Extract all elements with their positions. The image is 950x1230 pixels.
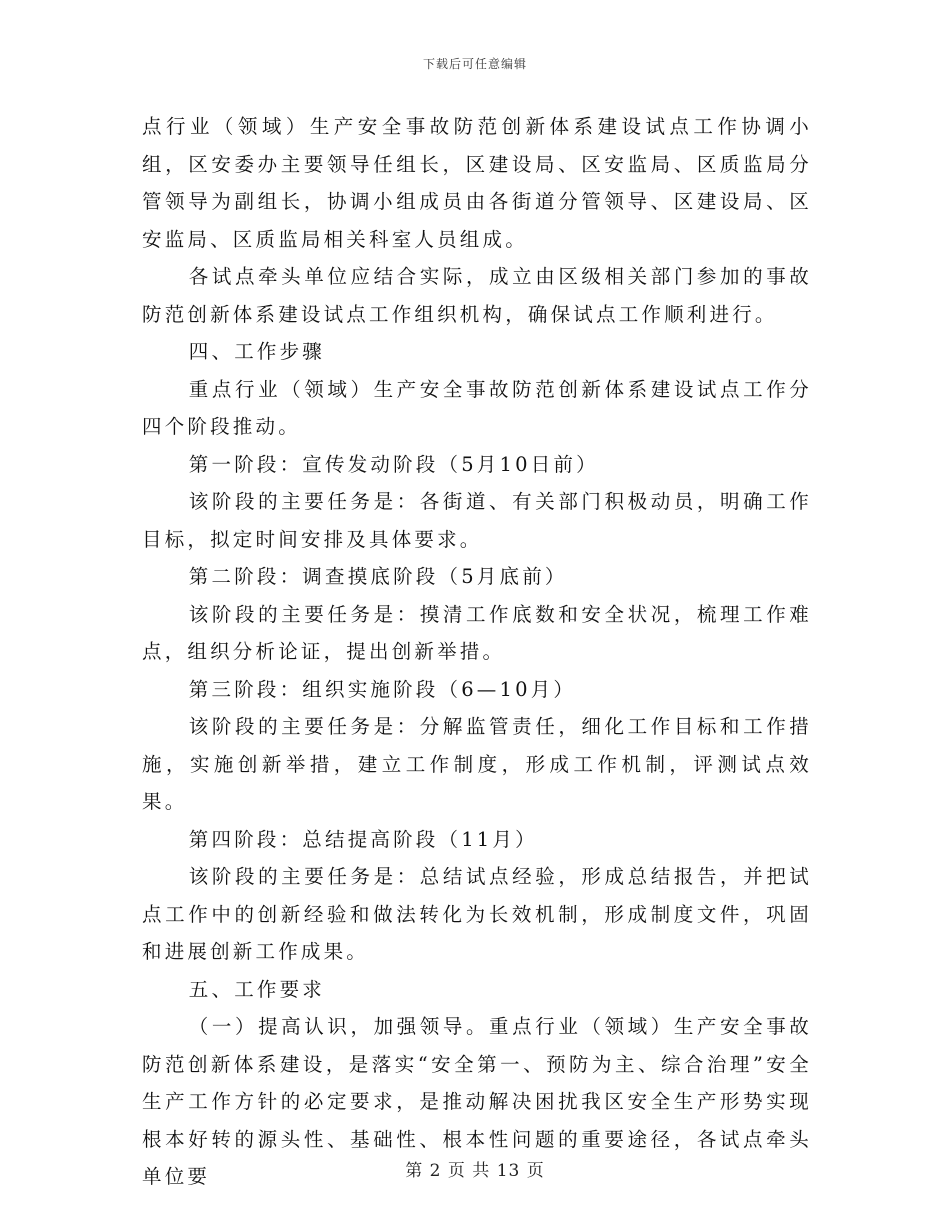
section-heading-5: 五、工作要求 <box>188 977 325 1001</box>
stage-4-heading: 第四阶段：总结提高阶段（11月） <box>188 827 538 851</box>
page-header: 下载后可任意编辑 <box>422 57 527 71</box>
document-body <box>142 108 812 1196</box>
paragraph-2: 各试点牵头单位应结合实际，成立由区级相关部门参加的事故防范创新体系建设试点工作组织机构，确保试点工作顺利进行。 <box>142 265 812 326</box>
section-heading-4: 四、工作步骤 <box>188 340 325 363</box>
paragraph-1: 点行业（领域）生产安全事故防范创新体系建设试点工作协调小组，区安委办主要领导任组长，区建设局、区安监局、区质监局分管领导为副组长，协调小组成员由各街道分管领导、区建设局、区安监局、区质监局相关科室人员组成。 <box>142 115 812 251</box>
stage-2-tasks: 该阶段的主要任务是：摸清工作底数和安全状况，梳理工作难点，组织分析论证，提出创新举措。 <box>142 602 812 663</box>
stage-1-tasks: 该阶段的主要任务是：各街道、有关部门积极动员，明确工作目标，拟定时间安排及具体要求。 <box>142 490 812 551</box>
stage-4-tasks: 该阶段的主要任务是：总结试点经验，形成总结报告，并把试点工作中的创新经验和做法转化为长效机制，形成制度文件，巩固和进展创新工作成果。 <box>142 865 812 963</box>
stage-2-heading: 第二阶段：调查摸底阶段（5月底前） <box>188 565 568 588</box>
stage-3-heading: 第三阶段：组织实施阶段（6—10月） <box>188 677 577 701</box>
paragraph-3: 重点行业（领域）生产安全事故防范创新体系建设试点工作分四个阶段推动。 <box>142 377 812 438</box>
page-number-footer: 第 2 页 共 13 页 <box>405 1161 545 1181</box>
stage-3-tasks: 该阶段的主要任务是：分解监管责任，细化工作目标和工作措施，实施创新举措，建立工作制度，形成工作机制，评测试点效果。 <box>142 715 812 813</box>
requirement-1: （一）提高认识，加强领导。重点行业（领域）生产安全事故防范创新体系建设，是落实“安全第一、预防为主、综合治理”安全生产工作方针的必定要求，是推动解决困扰我区安全生产形势实现根本好转的源头性、基础性、根本性问题的重要途径，各试点牵头单位要 <box>142 1015 812 1188</box>
stage-1-heading: 第一阶段：宣传发动阶段（5月10日前） <box>188 452 599 476</box>
